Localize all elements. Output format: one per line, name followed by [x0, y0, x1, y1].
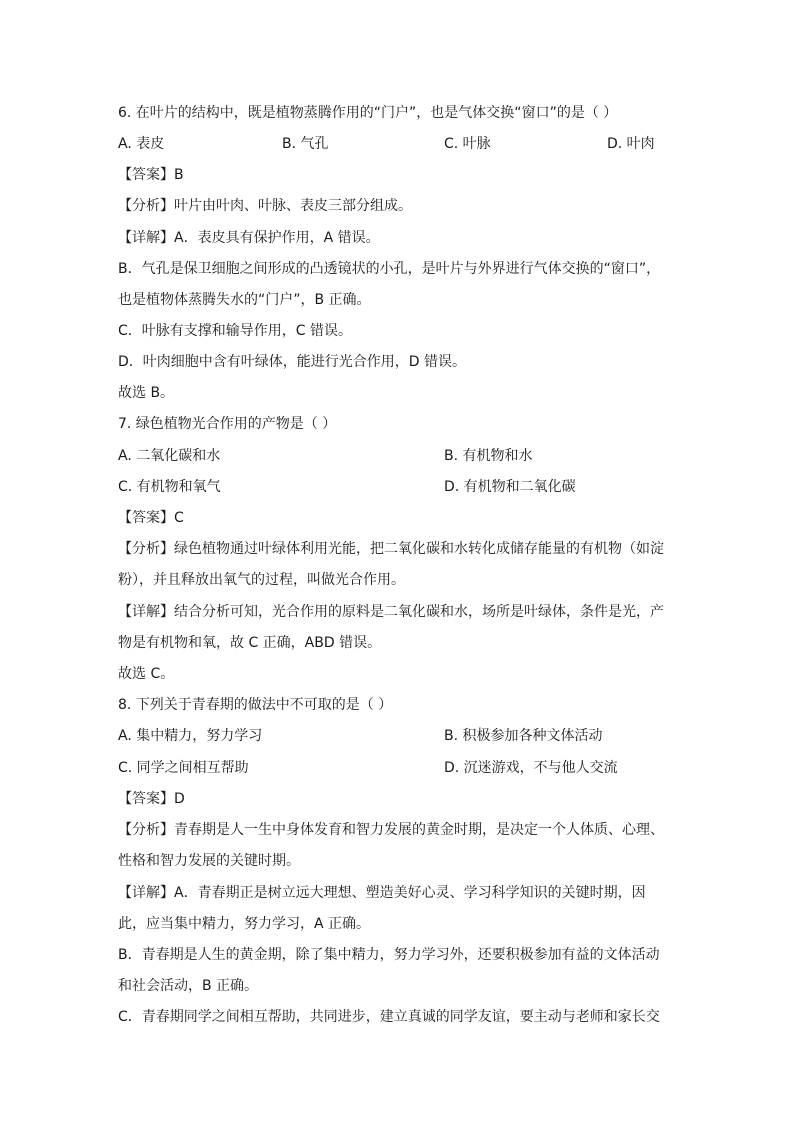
q8-analysis-line2: 性格和智力发展的关键时期。 [118, 853, 300, 869]
q6-option-b: B. 气孔 [282, 136, 329, 152]
q8-detail-a-line1: 【详解】A．青春期正是树立远大理想、塑造美好心灵、学习科学知识的关键时期，因 [118, 885, 646, 901]
q6-choice: 故选 B。 [118, 385, 175, 401]
q7-analysis-line2: 粉），并且释放出氧气的过程，叫做光合作用。 [118, 572, 405, 588]
q7-detail-line2: 物是有机物和氧，故 C 正确，ABD 错误。 [118, 635, 382, 651]
question-6-stem: 6. 在叶片的结构中，既是植物蒸腾作用的“门户”，也是气体交换“窗口”的是（ ） [118, 105, 618, 121]
q6-detail-d: D．叶肉细胞中含有叶绿体，能进行光合作用，D 错误。 [118, 354, 467, 370]
q6-option-d: D. 叶肉 [607, 136, 655, 152]
q6-detail-a: 【详解】A．表皮具有保护作用，A 错误。 [118, 230, 380, 246]
q8-analysis-line1: 【分析】青春期是人一生中身体发育和智力发展的黄金时期，是决定一个人体质、心理、 [118, 822, 664, 838]
q7-choice: 故选 C。 [118, 666, 175, 682]
q8-answer: 【答案】D [118, 791, 185, 807]
q6-detail-b-line2: 也是植物体蒸腾失水的“门户”，B 正确。 [118, 292, 371, 308]
q7-answer: 【答案】C [118, 510, 184, 526]
q7-option-b: B. 有机物和水 [444, 448, 533, 464]
question-7-stem: 7. 绿色植物光合作用的产物是（ ） [118, 416, 337, 432]
q6-option-c: C. 叶脉 [444, 136, 491, 152]
q7-analysis-line1: 【分析】绿色植物通过叶绿体利用光能，把二氧化碳和水转化成储存能量的有机物（如淀 [118, 541, 664, 557]
q8-detail-c-line1: C．青春期同学之间相互帮助，共同进步，建立真诚的同学友谊，要主动与老师和家长交 [118, 1009, 660, 1025]
q7-option-d: D. 有机物和二氧化碳 [444, 479, 576, 495]
q6-detail-c: C．叶脉有支撑和输导作用，C 错误。 [118, 323, 353, 339]
q6-answer: 【答案】B [118, 167, 184, 183]
q8-detail-b-line1: B．青春期是人生的黄金期，除了集中精力，努力学习外，还要积极参加有益的文体活动 [118, 947, 660, 963]
q8-detail-a-line2: 此，应当集中精力，努力学习，A 正确。 [118, 916, 371, 932]
q8-option-b: B. 积极参加各种文体活动 [444, 728, 603, 744]
q7-detail-line1: 【详解】结合分析可知，光合作用的原料是二氧化碳和水，场所是叶绿体，条件是光，产 [118, 604, 664, 620]
q8-detail-b-line2: 和社会活动，B 正确。 [118, 978, 259, 994]
q7-option-a: A. 二氧化碳和水 [118, 448, 221, 464]
q8-option-d: D. 沉迷游戏，不与他人交流 [444, 760, 618, 776]
q8-option-c: C. 同学之间相互帮助 [118, 760, 249, 776]
q6-analysis: 【分析】叶片由叶肉、叶脉、表皮三部分组成。 [118, 198, 412, 214]
q6-option-a: A. 表皮 [118, 136, 165, 152]
q7-option-c: C. 有机物和氧气 [118, 479, 221, 495]
question-8-stem: 8. 下列关于青春期的做法中不可取的是（ ） [118, 697, 393, 713]
q6-detail-b-line1: B．气孔是保卫细胞之间形成的凸透镜状的小孔，是叶片与外界进行气体交换的“窗口”， [118, 261, 661, 277]
q8-option-a: A. 集中精力，努力学习 [118, 728, 263, 744]
